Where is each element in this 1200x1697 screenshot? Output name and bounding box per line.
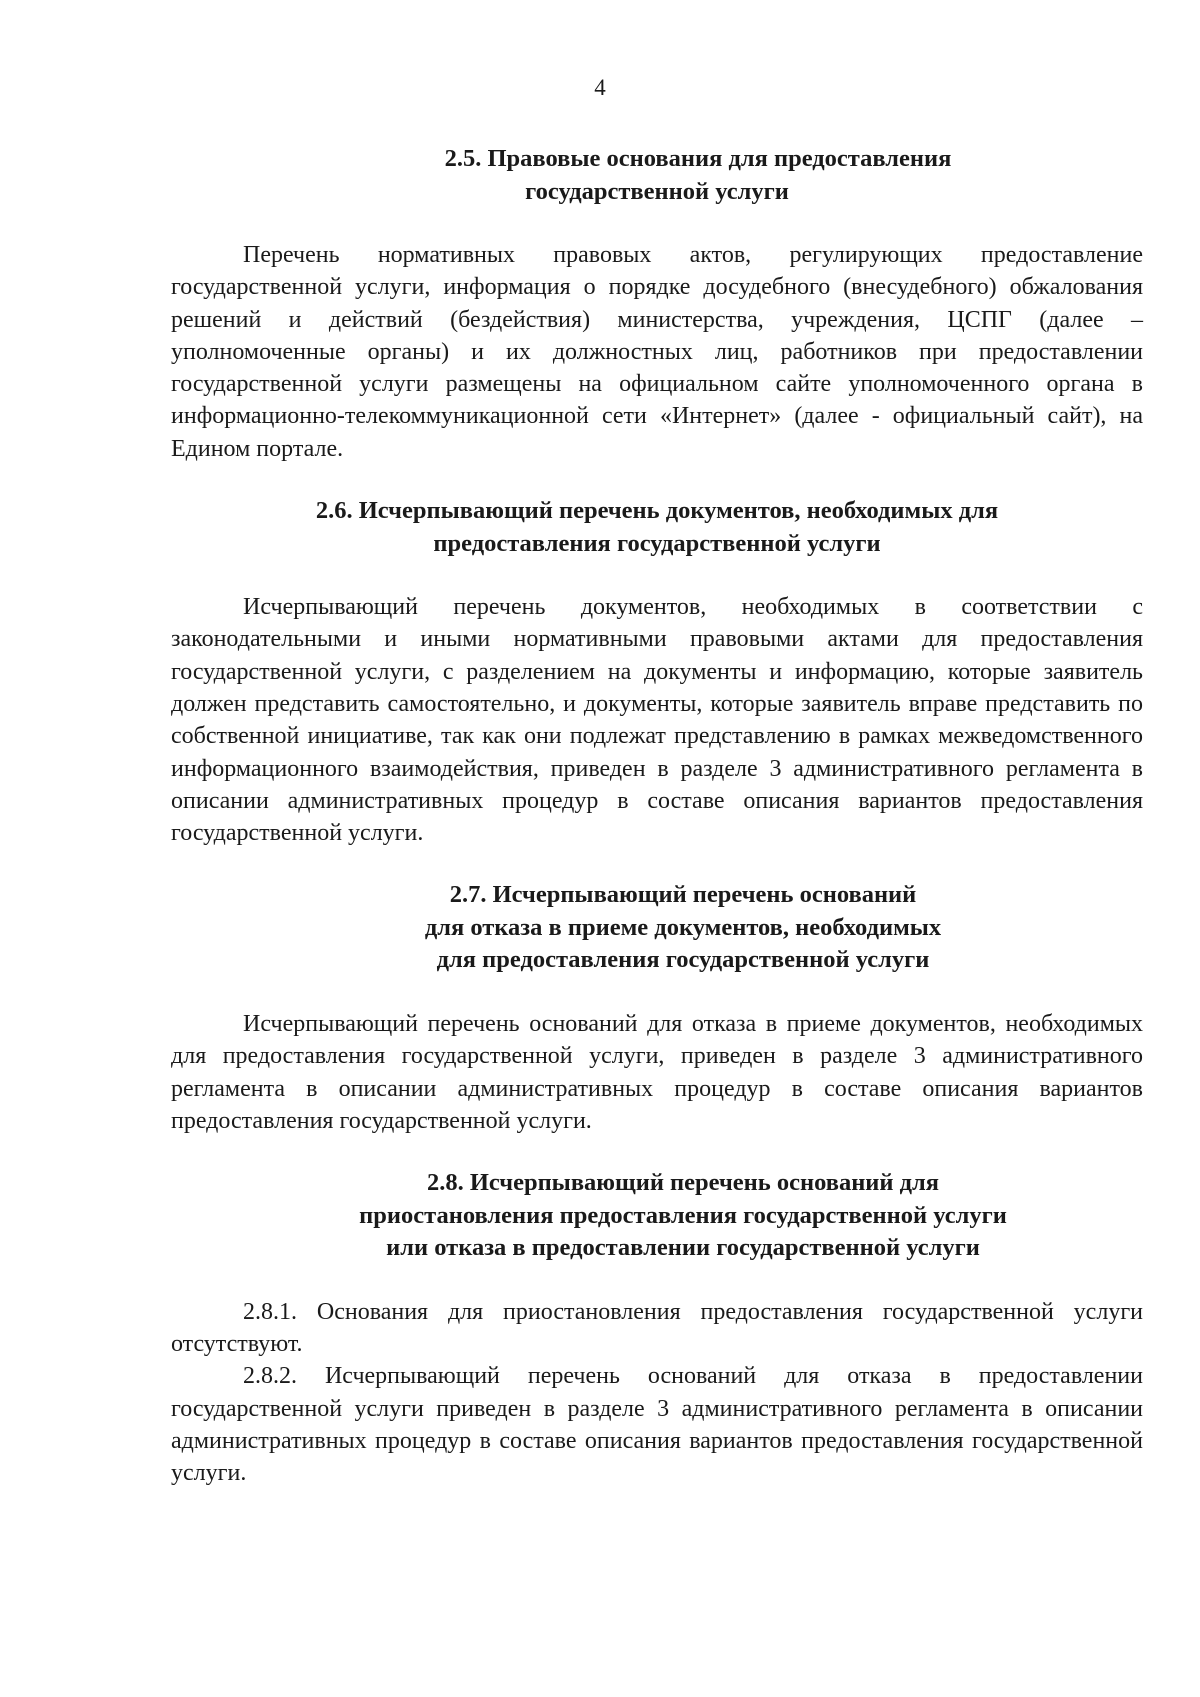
section-heading-2-5 xyxy=(171,143,1143,208)
heading-line: приостановления предоставления государственной услуги xyxy=(359,1201,1007,1229)
heading-line: для предоставления государственной услуги xyxy=(436,946,930,974)
section-paragraph-2-5: Перечень нормативных правовых актов, регулирующих предоставление государственной услуги, информация о порядке досудебного (внесудебного) обжалования решений и действий (бездействия) министерства, учреждения, ЦСПГ (далее – уполномоченные органы) и их должностных лиц, работников при предоставлении государственной услуги размещены на официальном сайте уполномоченного органа в информационно-телекоммуникационной сети «Интернет» (далее - официальный сайт), на Едином портале. xyxy=(171,242,1143,462)
heading-line: для отказа в приеме документов, необходимых xyxy=(424,913,942,941)
heading-line: государственной услуги xyxy=(525,177,789,205)
section-heading-2-7 xyxy=(171,879,1143,977)
heading-line: 2.8. Исчерпывающий перечень оснований для xyxy=(426,1169,940,1197)
page-number: 4 xyxy=(594,75,606,100)
section-paragraph-2-8-2: 2.8.2. Исчерпывающий перечень оснований для отказа в предоставлении государственной услуги приведен в разделе 3 административного регламента в описании административных процедур в составе описания вариантов предоставления государственной услуги. xyxy=(171,1363,1143,1487)
heading-line: 2.6. Исчерпывающий перечень документов, необходимых для xyxy=(315,497,999,525)
heading-line: предоставления государственной услуги xyxy=(433,529,881,557)
section-paragraph-2-8-1: 2.8.1. Основания для приостановления предоставления государственной услуги отсутствуют. xyxy=(171,1298,1143,1357)
heading-line: 2.7. Исчерпывающий перечень оснований xyxy=(449,881,917,909)
section-paragraph-2-7: Исчерпывающий перечень оснований для отказа в приеме документов, необходимых для предоставления государственной услуги, приведен в разделе 3 административного регламента в описании административных процедур в составе описания вариантов предоставления государственной услуги. xyxy=(171,1010,1143,1134)
document-body xyxy=(171,143,1143,1489)
heading-line: или отказа в предоставлении государственной услуги xyxy=(386,1234,980,1262)
section-heading-2-8 xyxy=(171,1167,1143,1265)
section-heading-2-6 xyxy=(171,495,1143,560)
heading-line: 2.5. Правовые основания для предоставления xyxy=(444,145,952,172)
section-paragraph-2-6: Исчерпывающий перечень документов, необходимых в соответствии с законодательными и иными нормативными правовыми актами для предоставления государственной услуги, с разделением на документы и информацию, которые заявитель должен представить самостоятельно, и документы, которые заявитель вправе представить по собственной инициативе, так как они подлежат представлению в рамках межведомственного информационного взаимодействия, приведен в разделе 3 административного регламента в описании административных процедур в составе описания вариантов предоставления государственной услуги. xyxy=(171,594,1143,847)
